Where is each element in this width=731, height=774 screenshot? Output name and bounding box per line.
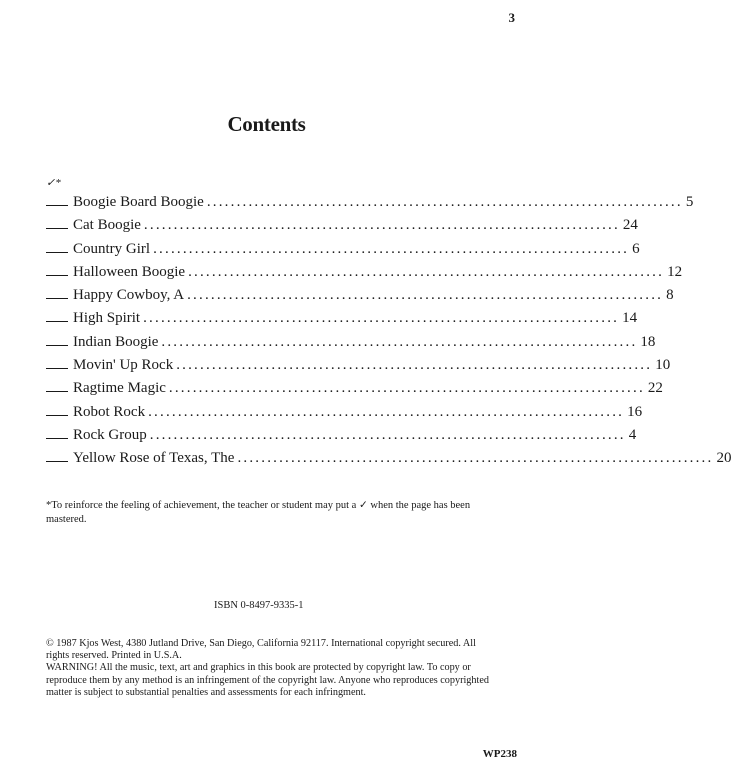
toc-entry — [46, 450, 731, 473]
dot-leader: ................................................................................ — [161, 333, 638, 350]
page-ref: 20 — [716, 450, 731, 467]
toc-entry — [46, 403, 643, 427]
copyright-line: © 1987 Kjos West, 4380 Jutland Drive, San Diego, California 92117. International copyright secured. All rights reserved. Printed in U.S.A. — [46, 638, 476, 662]
dot-leader: ................................................................................ — [187, 287, 664, 304]
toc-entry — [46, 333, 656, 357]
song-title: Rock Group — [73, 426, 147, 443]
page-title: Contents — [227, 112, 306, 136]
dot-leader: ................................................................................ — [153, 240, 630, 257]
dot-leader: ................................................................................ — [188, 263, 665, 280]
page-ref: 24 — [622, 217, 638, 234]
isbn: ISBN 0-8497-9335-1 — [214, 600, 304, 611]
dot-leader: ................................................................................ — [148, 403, 625, 420]
checkmark-blank — [46, 345, 68, 346]
checkmark-blank — [46, 321, 68, 322]
page-ref: 12 — [667, 263, 683, 280]
page-ref: 8 — [666, 287, 674, 304]
checkmark-column-header: ✓* — [46, 177, 61, 189]
song-title: Robot Rock — [73, 403, 146, 420]
checkmark-blank — [46, 415, 68, 416]
song-title: Cat Boogie — [73, 217, 141, 234]
page-ref: 10 — [655, 357, 671, 374]
checkmark-blank — [46, 252, 68, 253]
copyright-notice — [46, 638, 496, 699]
song-title: Country Girl — [73, 240, 151, 257]
song-title: Halloween Boogie — [73, 263, 186, 280]
checkmark-blank — [46, 205, 68, 206]
toc-entry — [46, 194, 694, 217]
dot-leader: ................................................................................ — [176, 357, 653, 374]
toc-entry — [46, 426, 637, 450]
catalog-code: WP238 — [482, 748, 517, 760]
page-ref: 14 — [622, 310, 638, 327]
song-title: Movin' Up Rock — [73, 357, 174, 374]
song-title: Yellow Rose of Texas, The — [73, 450, 235, 467]
toc-entry — [46, 357, 671, 380]
page-ref: 5 — [685, 194, 694, 210]
page-ref: 18 — [640, 333, 656, 350]
dot-leader: ................................................................................ — [149, 426, 626, 443]
warning-label: WARNING! — [46, 662, 98, 674]
checkmark-blank — [46, 438, 68, 439]
dot-leader: ................................................................................ — [237, 450, 714, 467]
dot-leader: ................................................................................ — [206, 194, 683, 210]
toc-entry — [46, 287, 674, 310]
checkmark-blank — [46, 368, 68, 369]
dot-leader: ................................................................................ — [143, 310, 620, 327]
toc-entry — [46, 240, 640, 264]
song-title: Indian Boogie — [73, 333, 159, 350]
page-ref: 22 — [647, 380, 663, 397]
page-ref: 6 — [632, 240, 640, 257]
toc-entry — [46, 310, 638, 333]
song-title: Happy Cowboy, A — [73, 287, 185, 304]
checkmark-blank — [46, 298, 68, 299]
page-ref: 4 — [628, 426, 637, 443]
dot-leader: ................................................................................ — [143, 217, 620, 234]
warning-text: All the music, text, art and graphics in this book are protected by copyright law. To copy or reproduce them by any method is an infringement of the copyright law. Anyone who reproduces copyrighted matter is subject to substantial penalties and assessments for each infringment. — [46, 662, 489, 698]
checkmark-blank — [46, 461, 68, 462]
song-title: Ragtime Magic — [73, 380, 166, 397]
checkmark-blank — [46, 275, 68, 276]
song-title: High Spirit — [73, 310, 141, 327]
song-title: Boogie Board Boogie — [73, 194, 204, 210]
page-number: 3 — [508, 10, 515, 25]
toc-entry — [46, 263, 683, 287]
toc-entry — [46, 380, 663, 403]
checkmark-blank — [46, 391, 68, 392]
checkmark-blank — [46, 228, 68, 229]
footnote: *To reinforce the feeling of achievement, the teacher or student may put a ✓ when the page has been mastered. — [46, 500, 471, 525]
dot-leader: ................................................................................ — [168, 380, 645, 397]
page-ref: 16 — [627, 403, 643, 420]
toc-entry — [46, 217, 638, 240]
table-of-contents — [46, 194, 731, 474]
